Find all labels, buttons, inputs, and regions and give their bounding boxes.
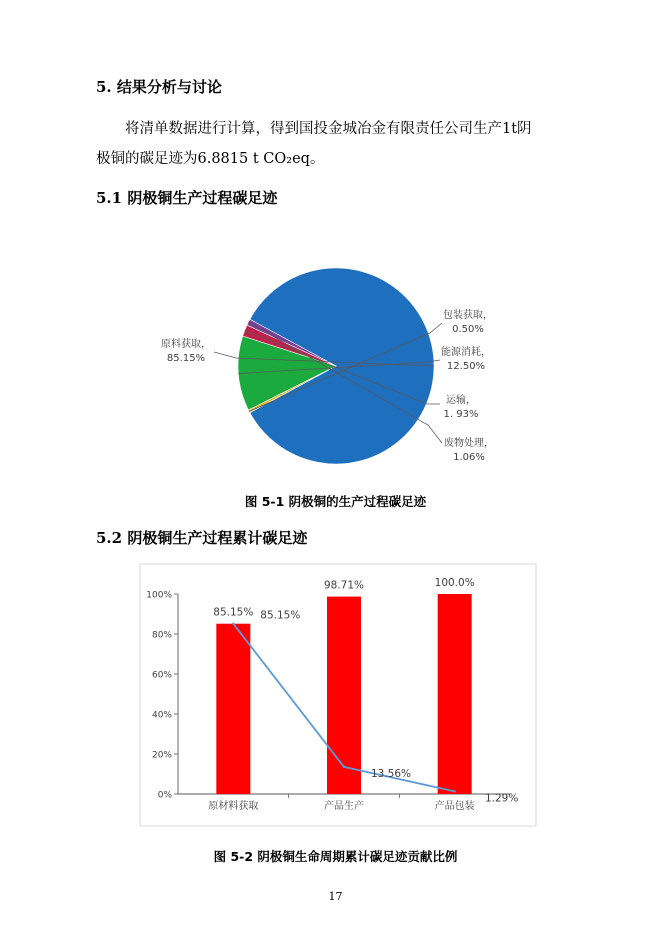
- line-point-0: [232, 623, 234, 625]
- pie-label-name-0: 原料获取，: [161, 339, 211, 350]
- section-heading: 5. 结果分析与讨论: [96, 78, 222, 96]
- bar-0: [216, 624, 250, 794]
- subsection-heading-5-1: 5.1 阴极铜生产过程碳足迹: [96, 189, 278, 207]
- line-label-1: 13.56%: [370, 767, 412, 780]
- pie-label-value-3: 1. 93%: [443, 409, 479, 420]
- x-tick-label-2: 产品包装: [434, 801, 475, 812]
- bar-label-2: 100.0%: [434, 577, 475, 589]
- pie-label-value-2: 12.50%: [446, 361, 486, 372]
- bar-label-1: 98.71%: [323, 579, 365, 592]
- figure-caption-5-1: 图 5-1 阴极铜的生产过程碳足迹: [244, 494, 427, 509]
- pie-label-name-3: 运输，: [446, 395, 476, 406]
- x-tick-label-0: 原材料获取: [208, 801, 259, 812]
- bar-1: [327, 597, 361, 794]
- line-label-2: 1.29%: [484, 792, 519, 805]
- y-tick-label-1: 20%: [151, 750, 172, 761]
- subsection-heading-5-2: 5.2 阴极铜生产过程累计碳足迹: [96, 529, 308, 547]
- pie-label-value-4: 1.06%: [453, 452, 485, 463]
- paragraph-line-2: 极铜的碳足迹为6.8815 t CO₂eq。: [96, 151, 325, 167]
- y-tick-label-4: 80%: [151, 630, 172, 641]
- y-tick-label-5: 100%: [146, 590, 172, 601]
- paragraph-line-1: 将清单数据进行计算，得到国投金城冶金有限责任公司生产1t阴: [125, 121, 532, 137]
- y-tick-label-3: 60%: [151, 670, 172, 681]
- pie-label-name-1: 包装获取，: [443, 310, 493, 321]
- figure-caption-5-2: 图 5-2 阴极铜生命周期累计碳足迹贡献比例: [213, 849, 458, 864]
- y-tick-label-0: 0%: [157, 790, 172, 801]
- y-tick-label-2: 40%: [151, 710, 172, 721]
- bar-2: [438, 594, 472, 794]
- pie-label-name-2: 能源消耗，: [441, 347, 491, 358]
- line-label-0: 85.15%: [260, 609, 301, 622]
- line-point-2: [453, 790, 455, 792]
- x-tick-label-1: 产品生产: [324, 801, 364, 812]
- pie-label-value-0: 85.15%: [166, 353, 206, 364]
- bar-label-0: 85.15%: [213, 606, 254, 619]
- pie-label-value-1: 0.50%: [452, 324, 484, 335]
- pie-label-name-4: 废物处理，: [444, 438, 494, 449]
- line-point-1: [343, 766, 345, 768]
- page-number: 17: [328, 890, 343, 903]
